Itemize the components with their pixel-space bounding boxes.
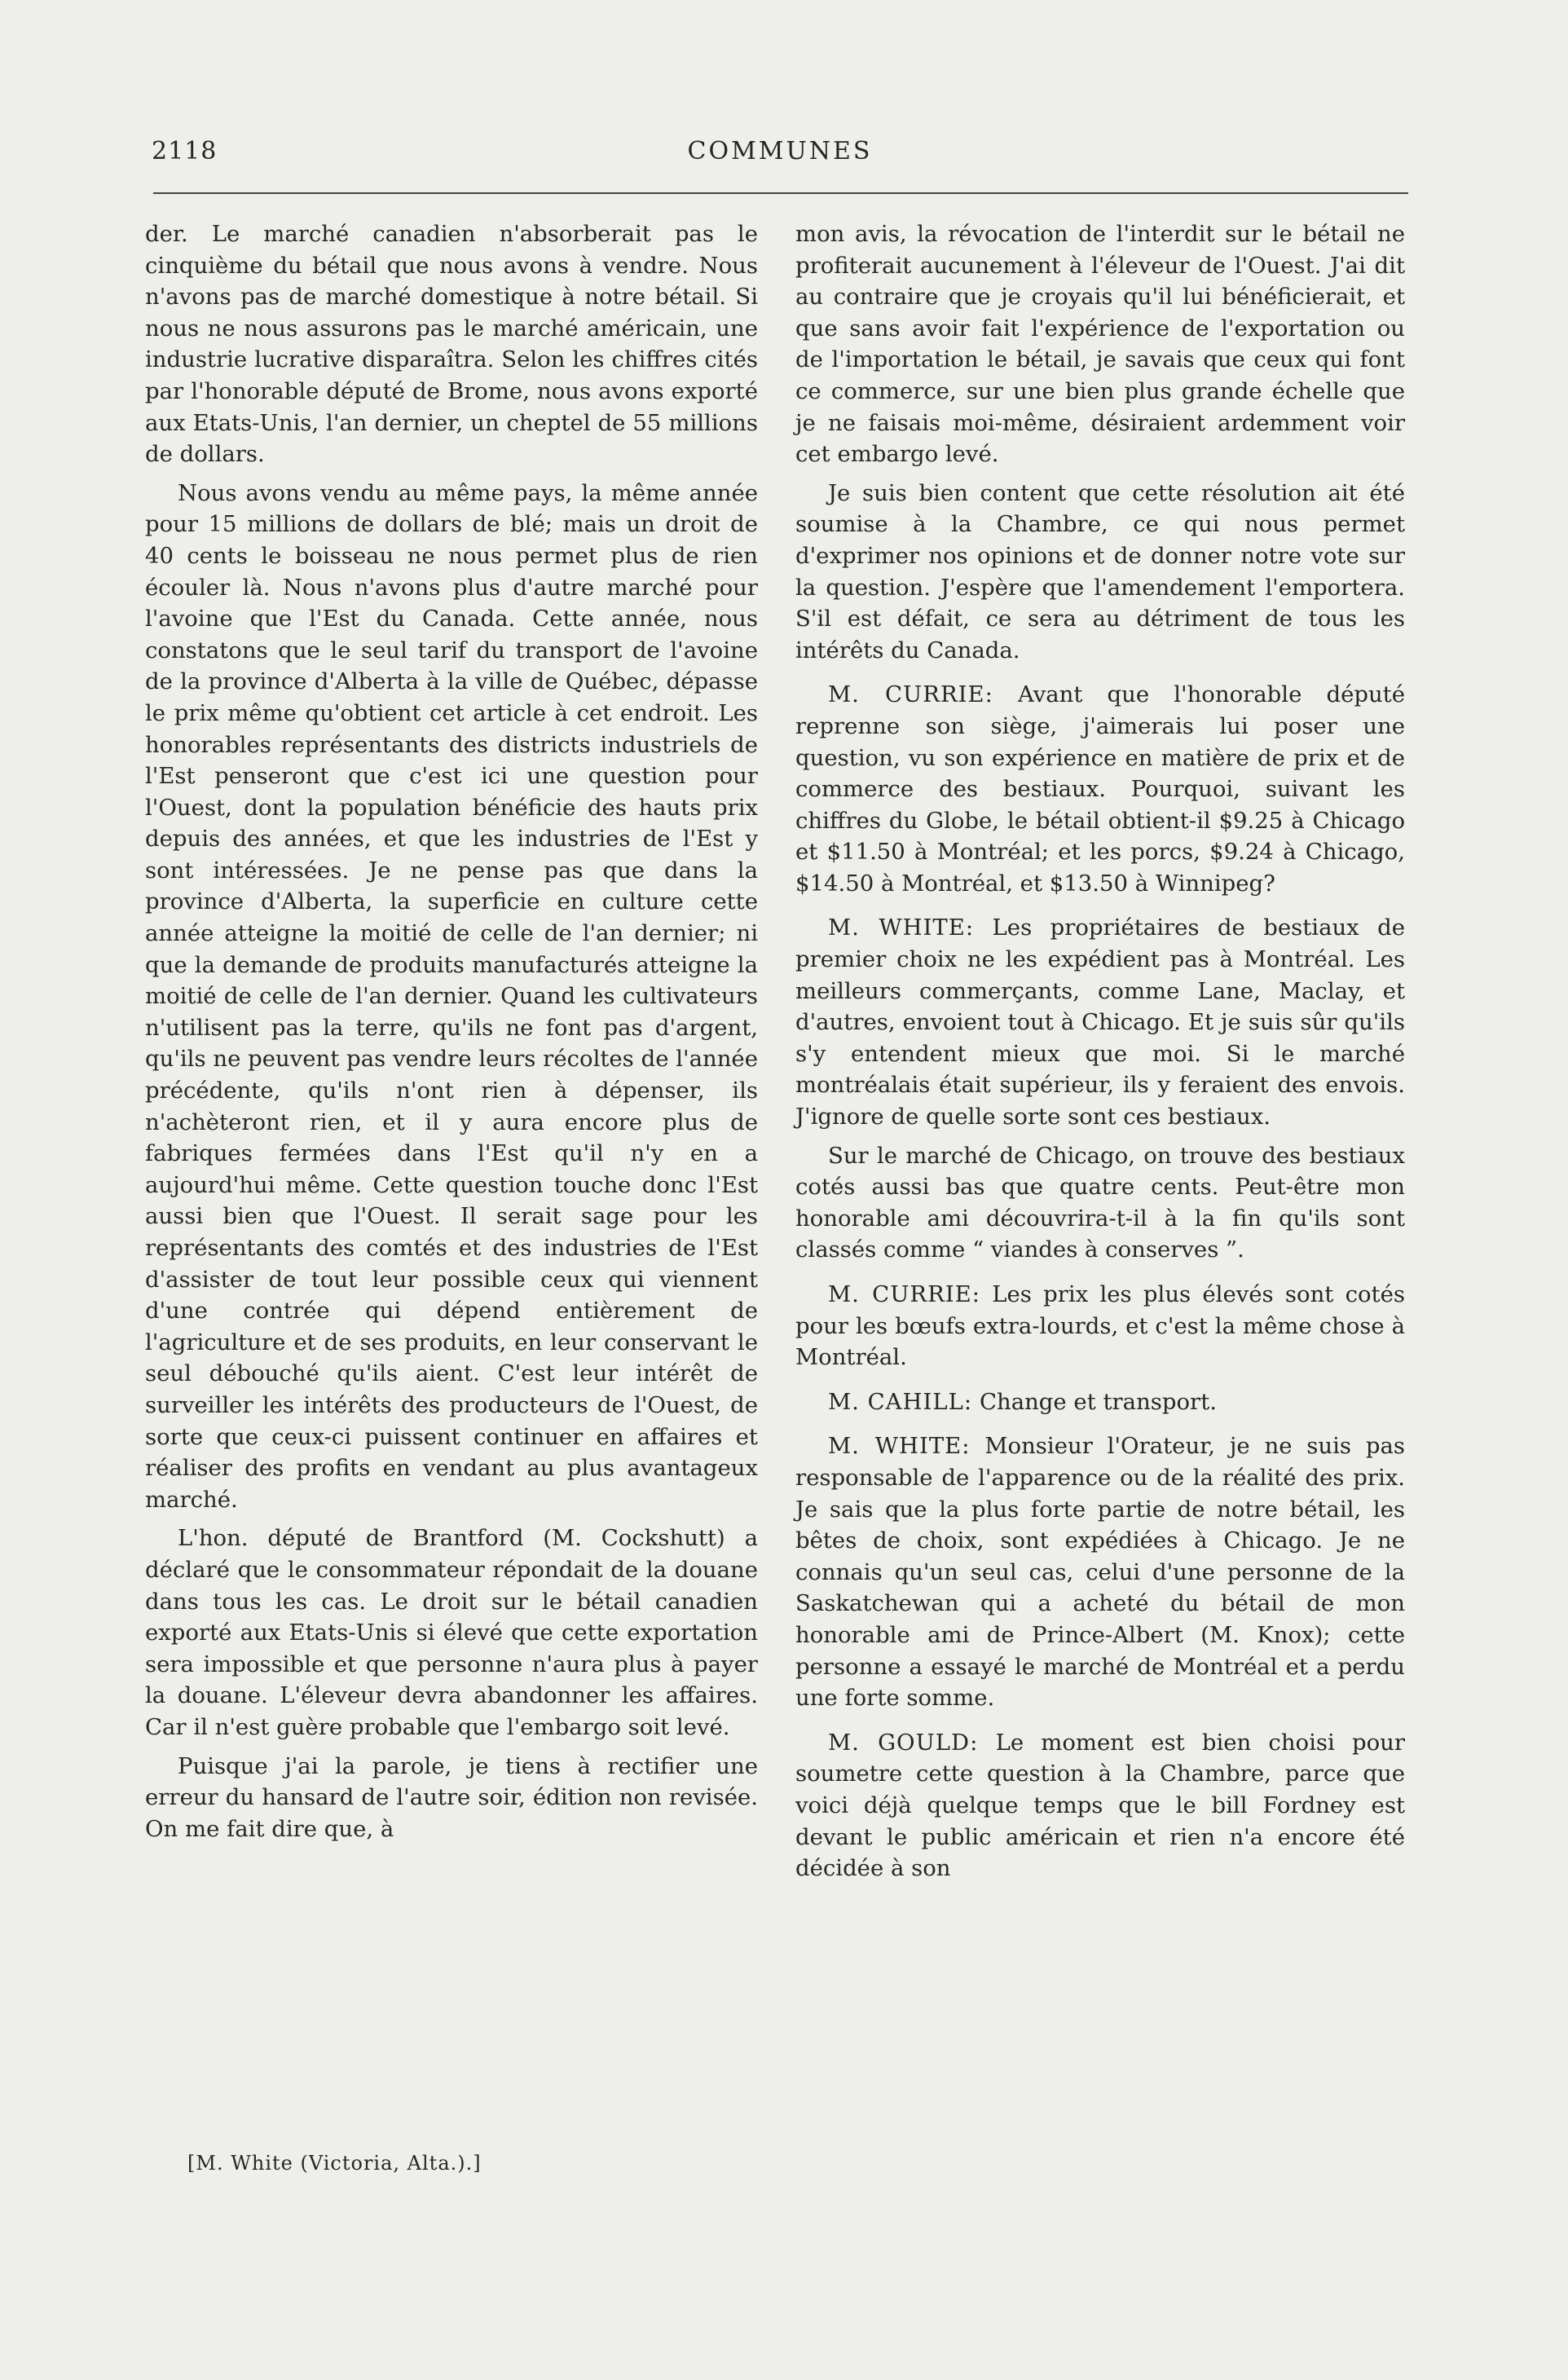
speaker-name: M. WHITE: — [828, 915, 975, 941]
speech-text: Change et transport. — [979, 1388, 1217, 1415]
header-rule — [153, 192, 1408, 194]
page-number: 2118 — [152, 137, 218, 165]
paragraph: L'hon. député de Brantford (M. Cockshutt) a déclaré que le consommateur répondait de la douane dans tous les cas. Le droit sur le bétail canadien exporté aux Etats-Unis si élevé que cette exportation sera impossible et que personne n'aura plus à payer la douane. L'éleveur devra abandonner les affaires. Car il n'est guère probable que l'embargo soit levé. — [145, 1525, 758, 1740]
speech-text: Le moment est bien choisi pour soumetre cette question à la Chambre, parce que voici déjà quelque temps que le bill Fordney est devant le public américain et rien n'a encore été décidée à son — [795, 1729, 1406, 1882]
speaker-name: M. GOULD: — [828, 1729, 979, 1756]
speaker-name: M. CURRIE: — [828, 1281, 980, 1307]
footer-note: [M. White (Victoria, Alta.).] — [187, 2152, 482, 2175]
speech — [795, 1727, 1405, 1884]
running-head: COMMUNES — [687, 137, 873, 165]
speech-text: Avant que l'honorable député reprenne son siège, j'aimerais lui poser une question, vu son expérience en matière de prix et de commerce des bestiaux. Pourquoi, suivant les chiffres du Globe, le bétail obtient-il $9.25 à Chicago et $11.50 à Montréal; et les porcs, $9.24 à Chicago, $14.50 à Montréal, et $13.50 à Winnipeg? — [795, 681, 1405, 897]
speaker-name: M. WHITE: — [828, 1433, 971, 1460]
paragraph: Nous avons vendu au même pays, la même année pour 15 millions de dollars de blé; mais un droit de 40 cents le boisseau ne nous permet plus de rien écouler là. Nous n'avons plus d'autre marché pour l'avoine que l'Est du Canada. Cette année, nous constatons que le seul tarif du transport de l'avoine de la province d'Alberta à la ville de Québec, dépasse le prix même qu'obtient cet article à cet endroit. Les honorables représentants des districts industriels de l'Est penseront que c'est ici une question pour l'Ouest, dont la population bénéficie des hauts prix depuis des années, et que les industries de l'Est y sont intéressées. Je ne pense pas que dans la province d'Alberta, la superficie en culture cette année atteigne la moitié de celle de l'an dernier; ni que la demande de produits manufacturés atteigne la moitié de celle de l'an dernier. Quand les cultivateurs n'utilisent pas la terre, qu'ils ne font pas d'argent, qu'ils ne peuvent pas vendre leurs récoltes de l'année précédente, qu'ils n'ont rien à dépenser, ils n'achèteront rien, et il y aura encore plus de fabriques fermées dans l'Est qu'il n'y en a aujourd'hui même. Cette question touche donc l'Est aussi bien que l'Ouest. Il serait sage pour les représentants des comtés et des industries de l'Est d'assister de tout leur possible ceux qui viennent d'une contrée qui dépend entièrement de l'agriculture et de ses produits, en leur conservant le seul débouché qu'ils aient. C'est leur intérêt de surveiller les intérêts des producteurs de l'Ouest, de sorte que ceux-ci puissent continuer en affaires et réaliser des profits en vendant au plus avantageux marché. — [145, 479, 758, 1513]
paragraph: Je suis bien content que cette résolution ait été soumise à la Chambre, ce qui nous permet d'exprimer nos opinions et de donner notre vote sur la question. J'espère que l'amendement l'emportera. S'il est défait, ce sera au détriment de tous les intérêts du Canada. — [795, 479, 1405, 663]
speech — [795, 1279, 1405, 1373]
speaker-name: M. CAHILL: — [828, 1388, 973, 1415]
left-column — [145, 218, 758, 1852]
speech — [795, 1430, 1405, 1713]
speaker-name: M. CURRIE: — [828, 681, 993, 708]
speech-text: Les propriétaires de bestiaux de premier choix ne les expédient pas à Montréal. Les meilleurs commerçants, comme Lane, Maclay, et d'autres, envoient tout à Chicago. Et je suis sûr qu'ils s'y entendent mieux que moi. Si le marché montréalais était supérieur, ils y feraient des envois. J'ignore de quelle sorte sont ces bestiaux. — [795, 915, 1405, 1130]
speech-text: Monsieur l'Orateur, je ne suis pas responsable de l'apparence ou de la réalité des prix. Je sais que la plus forte partie de notre bétail, les bêtes de choix, sont expédiées à Chicago. Je ne connais qu'un seul cas, celui d'une personne de la Saskatchewan qui a acheté du bétail de mon honorable ami de Prince-Albert (M. Knox); cette personne a essayé le marché de Montréal et a perdu une forte somme. — [795, 1433, 1405, 1712]
paragraph: mon avis, la révocation de l'interdit sur le bétail ne profiterait aucunement à l'éleveur de l'Ouest. J'ai dit au contraire que je croyais qu'il lui bénéficierait, et que sans avoir fait l'expérience de l'exportation ou de l'importation le bétail, je savais que ceux qui font ce commerce, sur une bien plus grande échelle que je ne faisais moi-même, désiraient ardemment voir cet embargo levé. — [795, 221, 1405, 468]
page-header — [152, 137, 1408, 170]
paragraph: Sur le marché de Chicago, on trouve des bestiaux cotés aussi bas que quatre cents. Peut-être mon honorable ami découvrira-t-il à la fin qu'ils sont classés comme “ viandes à conserves ”. — [795, 1142, 1405, 1263]
speech-text: Les prix les plus élevés sont cotés pour les bœufs extra-lourds, et c'est la même chose à Montréal. — [795, 1281, 1405, 1371]
paragraph: Puisque j'ai la parole, je tiens à rectifier une erreur du hansard de l'autre soir, édition non revisée. On me fait dire que, à — [145, 1752, 758, 1842]
paragraph: der. Le marché canadien n'absorberait pas le cinquième du bétail que nous avons à vendre. Nous n'avons pas de marché domestique à notre bétail. Si nous ne nous assurons pas le marché américain, une industrie lucrative disparaîtra. Selon les chiffres cités par l'honorable député de Brome, nous avons exporté aux Etats-Unis, l'an dernier, un cheptel de 55 millions de dollars. — [145, 221, 758, 468]
speech — [795, 1386, 1405, 1418]
right-column — [795, 218, 1405, 1892]
speech — [795, 679, 1405, 899]
speech — [795, 912, 1405, 1132]
